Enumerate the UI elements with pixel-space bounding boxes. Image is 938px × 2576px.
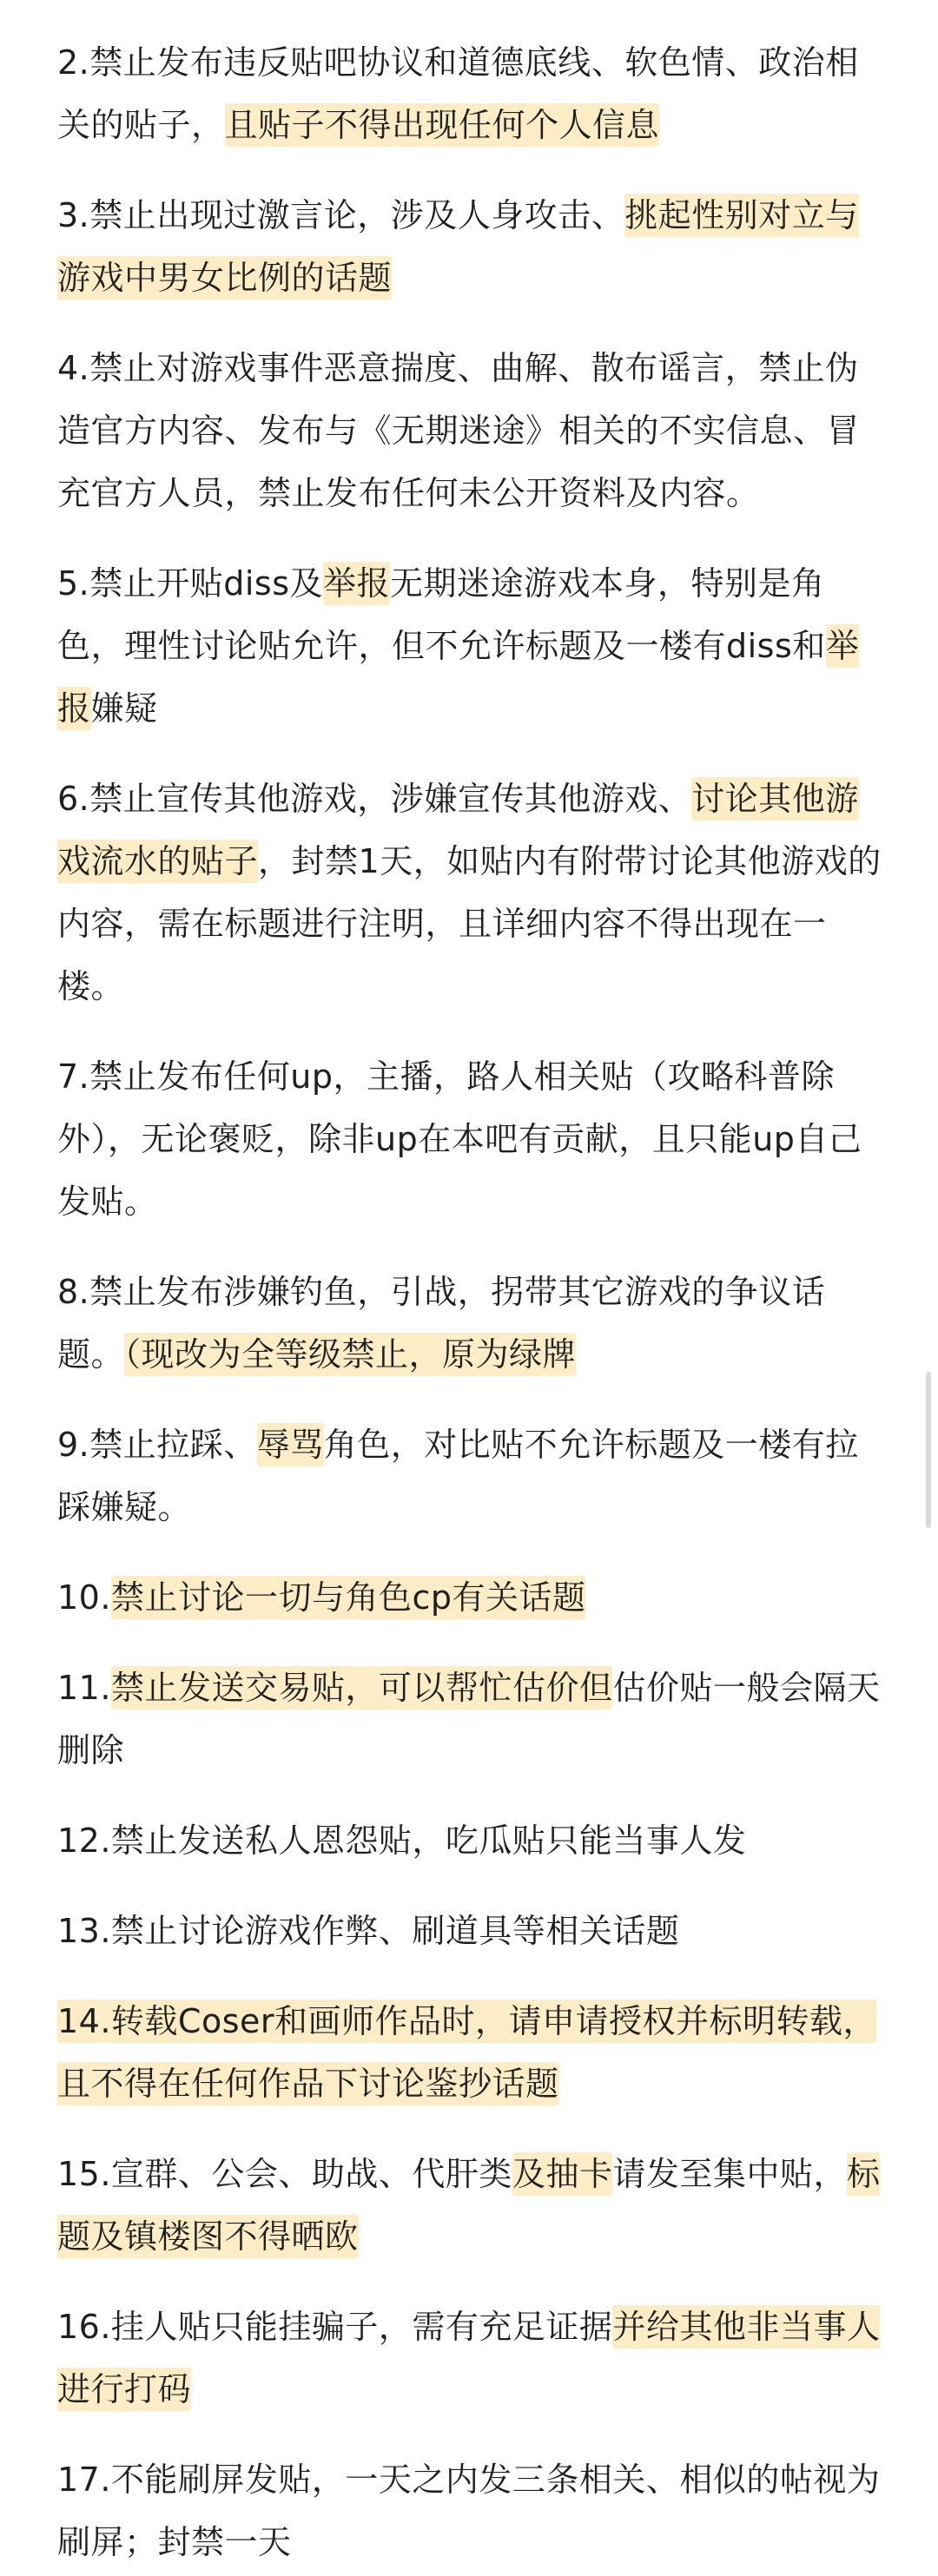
rule-item bbox=[57, 1990, 886, 2115]
rule-text: 13.禁止讨论游戏作弊、刷道具等相关话题 bbox=[57, 1912, 680, 1950]
scrollbar-thumb[interactable] bbox=[926, 1372, 931, 1528]
rule-item bbox=[57, 552, 886, 740]
rule-item bbox=[57, 31, 886, 156]
rule-text: 无期迷途游戏本身，特别是角色，理性讨论贴允许，但不允许标题及一楼有diss和 bbox=[57, 564, 826, 665]
rule-item bbox=[57, 184, 886, 309]
highlighted-text: 禁止讨论一切与角色cp有关话题 bbox=[111, 1576, 586, 1619]
rule-text: 估价贴一般会隔天删除 bbox=[57, 1669, 881, 1769]
rule-item bbox=[57, 2296, 886, 2421]
highlighted-text: 挑起性别对立与游戏中男女比例的话题 bbox=[57, 194, 859, 300]
rule-text: 12.禁止发送私人恩怨贴，吃瓜贴只能当事人发 bbox=[57, 1822, 747, 1860]
rule-text: 7.禁止发布任何up，主播，路人相关贴（攻略科普除外），无论褒贬，除非up在本吧有贡献，且只能up自己发贴。 bbox=[57, 1057, 862, 1221]
highlighted-text: 辱骂 bbox=[257, 1423, 324, 1466]
rule-item bbox=[57, 1900, 886, 1962]
rule-text: 11. bbox=[57, 1669, 111, 1707]
highlighted-text: 讨论其他游戏流水的贴子 bbox=[57, 777, 859, 883]
rule-text: 2.禁止发布违反贴吧协议和道德底线、软色情、政治相关的贴子， bbox=[57, 43, 859, 144]
rule-text: 15.宣群、公会、助战、代肝类 bbox=[57, 2155, 512, 2193]
highlighted-text: 及抽卡 bbox=[512, 2152, 613, 2196]
rule-item bbox=[57, 1566, 886, 1629]
rule-text: 9.禁止拉踩、 bbox=[57, 1426, 257, 1464]
highlighted-text: 举报 bbox=[57, 624, 859, 730]
rule-text: 16.挂人贴只能挂骗子，需有充足证据 bbox=[57, 2308, 613, 2346]
rule-text: 嫌疑 bbox=[90, 689, 158, 728]
rule-item bbox=[57, 1045, 886, 1233]
highlighted-text: 举报 bbox=[323, 562, 390, 605]
scrollbar[interactable] bbox=[926, 1372, 931, 2570]
rule-text: 8.禁止发布涉嫌钓鱼，引战，拐带其它游戏的争议话题。 bbox=[57, 1273, 826, 1374]
rule-text: 6.禁止宣传其他游戏，涉嫌宣传其他游戏、 bbox=[57, 780, 692, 818]
highlighted-text: 并给其他非当事人进行打码 bbox=[57, 2305, 880, 2411]
rule-text: 请发至集中贴， bbox=[612, 2155, 847, 2193]
rule-text: 5.禁止开贴diss及 bbox=[57, 564, 324, 603]
rule-item bbox=[57, 1413, 886, 1538]
highlighted-text: 14.转载Coser和画师作品时，请申请授权并标明转载，且不得在任何作品下讨论鉴抄话题 bbox=[57, 2000, 876, 2105]
rule-item bbox=[57, 1657, 886, 1782]
rule-item bbox=[57, 1809, 886, 1872]
rule-text: 3.禁止出现过激言论，涉及人身攻击、 bbox=[57, 196, 625, 234]
rule-text: 10. bbox=[57, 1578, 111, 1617]
rule-item bbox=[57, 1261, 886, 1386]
rule-text: 角色，对比贴不允许标题及一楼有拉踩嫌疑。 bbox=[57, 1426, 859, 1526]
rule-item bbox=[57, 337, 886, 524]
highlighted-text: 标题及镇楼图不得晒欧 bbox=[57, 2152, 880, 2258]
highlighted-text: 禁止发送交易贴，可以帮忙估价但 bbox=[111, 1666, 613, 1710]
rule-item bbox=[57, 2143, 886, 2268]
rule-text: 4.禁止对游戏事件恶意揣度、曲解、散布谣言，禁止伪造官方内容、发布与《无期迷途》相关的不实信息、冒充官方人员，禁止发布任何未公开资料及内容。 bbox=[57, 349, 861, 512]
rule-item bbox=[57, 2448, 886, 2573]
highlighted-text: （现改为全等级禁止，原为绿牌 bbox=[124, 1333, 576, 1376]
highlighted-text: 且贴子不得出现任何个人信息 bbox=[225, 103, 660, 147]
rule-text: 17.不能刷屏发贴，一天之内发三条相关、相似的帖视为刷屏；封禁一天 bbox=[57, 2461, 881, 2561]
rule-item bbox=[57, 768, 886, 1018]
rule-text: ，封禁1天，如贴内有附带讨论其他游戏的内容，需在标题进行注明，且详细内容不得出现在一楼。 bbox=[57, 842, 882, 1005]
